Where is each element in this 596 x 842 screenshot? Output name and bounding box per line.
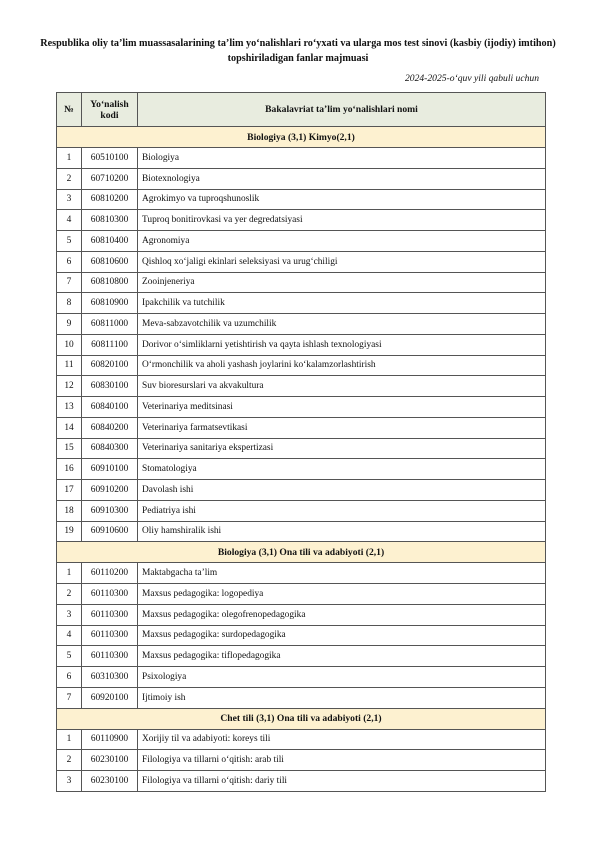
table-row	[57, 251, 546, 272]
direction-code: 60920100	[82, 687, 138, 708]
direction-code: 60810400	[82, 231, 138, 252]
row-number: 1	[57, 563, 82, 584]
row-number: 16	[57, 459, 82, 480]
direction-name: Maktabgacha ta’lim	[138, 563, 546, 584]
row-number: 2	[57, 584, 82, 605]
row-number: 4	[57, 625, 82, 646]
direction-code: 60810300	[82, 210, 138, 231]
section-title: Biologiya (3,1) Ona tili va adabiyoti (2,1)	[57, 542, 546, 563]
table-row	[57, 189, 546, 210]
row-number: 17	[57, 480, 82, 501]
direction-code: 60310300	[82, 667, 138, 688]
direction-code: 60510100	[82, 148, 138, 169]
row-number: 9	[57, 314, 82, 335]
row-number: 12	[57, 376, 82, 397]
direction-name: Tuproq bonitirovkasi va yer degredatsiyasi	[138, 210, 546, 231]
table-row	[57, 168, 546, 189]
direction-name: O‘rmonchilik va aholi yashash joylarini ko‘kalamzorlashtirish	[138, 355, 546, 376]
direction-code: 60230100	[82, 750, 138, 771]
table-row	[57, 293, 546, 314]
row-number: 15	[57, 438, 82, 459]
row-number: 18	[57, 500, 82, 521]
row-number: 11	[57, 355, 82, 376]
direction-code: 60840300	[82, 438, 138, 459]
direction-name: Davolash ishi	[138, 480, 546, 501]
table-row	[57, 500, 546, 521]
row-number: 4	[57, 210, 82, 231]
direction-name: Filologiya va tillarni o‘qitish: dariy tili	[138, 771, 546, 792]
direction-code: 60110300	[82, 625, 138, 646]
direction-name: Oliy hamshiralik ishi	[138, 521, 546, 542]
direction-name: Biologiya	[138, 148, 546, 169]
table-row	[57, 729, 546, 750]
column-header-name: Bakalavriat ta’lim yo‘nalishlari nomi	[138, 93, 546, 127]
direction-code: 60810200	[82, 189, 138, 210]
row-number: 2	[57, 168, 82, 189]
row-number: 3	[57, 771, 82, 792]
section-header-row	[57, 542, 546, 563]
direction-code: 60230100	[82, 771, 138, 792]
direction-code: 60910200	[82, 480, 138, 501]
direction-name: Ipakchilik va tutchilik	[138, 293, 546, 314]
direction-code: 60810900	[82, 293, 138, 314]
section-title: Chet tili (3,1) Ona tili va adabiyoti (2,1)	[57, 708, 546, 729]
direction-name: Dorivor o‘simliklarni yetishtirish va qayta ishlash texnologiyasi	[138, 334, 546, 355]
directions-table	[56, 92, 546, 792]
direction-code: 60110300	[82, 604, 138, 625]
direction-name: Veterinariya meditsinasi	[138, 397, 546, 418]
direction-name: Qishloq xo‘jaligi ekinlari seleksiyasi va urug‘chiligi	[138, 251, 546, 272]
direction-name: Maxsus pedagogika: logopediya	[138, 584, 546, 605]
direction-name: Xorijiy til va adabiyoti: koreys tili	[138, 729, 546, 750]
table-row	[57, 272, 546, 293]
row-number: 6	[57, 667, 82, 688]
direction-code: 60810800	[82, 272, 138, 293]
table-header-row	[57, 93, 546, 127]
table-row	[57, 521, 546, 542]
table-row	[57, 210, 546, 231]
direction-name: Veterinariya farmatsevtikasi	[138, 417, 546, 438]
direction-code: 60840200	[82, 417, 138, 438]
row-number: 10	[57, 334, 82, 355]
section-header-row	[57, 708, 546, 729]
row-number: 7	[57, 272, 82, 293]
table-row	[57, 563, 546, 584]
table-row	[57, 604, 546, 625]
table-row	[57, 231, 546, 252]
direction-code: 60910600	[82, 521, 138, 542]
table-row	[57, 459, 546, 480]
table-row	[57, 667, 546, 688]
direction-name: Maxsus pedagogika: tiflopedagogika	[138, 646, 546, 667]
direction-code: 60840100	[82, 397, 138, 418]
column-header-code: Yo‘nalish kodi	[82, 93, 138, 127]
table-row	[57, 771, 546, 792]
table-row	[57, 397, 546, 418]
table-row	[57, 355, 546, 376]
row-number: 1	[57, 148, 82, 169]
row-number: 2	[57, 750, 82, 771]
row-number: 6	[57, 251, 82, 272]
table-row	[57, 148, 546, 169]
section-title: Biologiya (3,1) Kimyo(2,1)	[57, 127, 546, 148]
direction-code: 60811000	[82, 314, 138, 335]
table-row	[57, 417, 546, 438]
direction-name: Meva-sabzavotchilik va uzumchilik	[138, 314, 546, 335]
table-row	[57, 687, 546, 708]
direction-code: 60820100	[82, 355, 138, 376]
table-row	[57, 584, 546, 605]
direction-name: Suv bioresurslari va akvakultura	[138, 376, 546, 397]
row-number: 7	[57, 687, 82, 708]
direction-code: 60110300	[82, 584, 138, 605]
section-header-row	[57, 127, 546, 148]
direction-name: Pediatriya ishi	[138, 500, 546, 521]
direction-code: 60910100	[82, 459, 138, 480]
direction-code: 60110300	[82, 646, 138, 667]
table-body	[57, 127, 546, 792]
direction-name: Maxsus pedagogika: surdopedagogika	[138, 625, 546, 646]
row-number: 5	[57, 231, 82, 252]
table-row	[57, 646, 546, 667]
direction-name: Filologiya va tillarni o‘qitish: arab tili	[138, 750, 546, 771]
table-row	[57, 480, 546, 501]
row-number: 3	[57, 189, 82, 210]
column-header-number: №	[57, 93, 82, 127]
direction-name: Maxsus pedagogika: olegofrenopedagogika	[138, 604, 546, 625]
row-number: 8	[57, 293, 82, 314]
direction-code: 60710200	[82, 168, 138, 189]
row-number: 5	[57, 646, 82, 667]
direction-name: Stomatologiya	[138, 459, 546, 480]
table-row	[57, 625, 546, 646]
direction-name: Agrokimyo va tuproqshunoslik	[138, 189, 546, 210]
direction-code: 60811100	[82, 334, 138, 355]
row-number: 19	[57, 521, 82, 542]
row-number: 14	[57, 417, 82, 438]
table-row	[57, 376, 546, 397]
direction-name: Psixologiya	[138, 667, 546, 688]
row-number: 13	[57, 397, 82, 418]
direction-code: 60810600	[82, 251, 138, 272]
table-row	[57, 314, 546, 335]
table-row	[57, 334, 546, 355]
direction-name: Zooinjeneriya	[138, 272, 546, 293]
direction-name: Biotexnologiya	[138, 168, 546, 189]
table-row	[57, 438, 546, 459]
direction-name: Ijtimoiy ish	[138, 687, 546, 708]
row-number: 1	[57, 729, 82, 750]
direction-code: 60110900	[82, 729, 138, 750]
direction-name: Agronomiya	[138, 231, 546, 252]
row-number: 3	[57, 604, 82, 625]
academic-year-subtitle: 2024-2025-o‘quv yili qabuli uchun	[404, 73, 539, 84]
direction-code: 60110200	[82, 563, 138, 584]
direction-code: 60910300	[82, 500, 138, 521]
direction-code: 60830100	[82, 376, 138, 397]
page-title: Respublika oliy ta’lim muassasalarining ta’lim yo‘nalishlari ro‘yxati va ularga mos test sinovi (kasbiy (ijodiy) imtihon) topshiriladigan fanlar majmuasi	[40, 38, 556, 64]
table-row	[57, 750, 546, 771]
direction-name: Veterinariya sanitariya ekspertizasi	[138, 438, 546, 459]
